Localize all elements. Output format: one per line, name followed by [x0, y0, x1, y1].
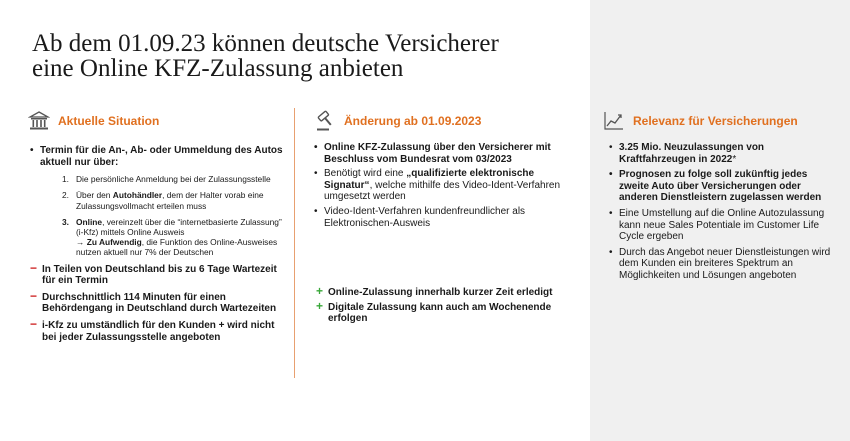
benefits-list [316, 284, 564, 325]
list-item: • Video-Ident-Verfahren kundenfreundlicher als Elektronischen-Ausweis [314, 206, 564, 229]
list-item: • Prognosen zu folge soll zukünftig jedes zweite Auto über Versicherungen oder anderen Dienstleistern zugelassen werden [609, 169, 831, 204]
slide-title [32, 31, 592, 81]
list-item: 2. Über den Autohändler, dem der Halter vorab eine Zulassungsvollmacht erteilen muss [62, 190, 264, 211]
column-divider [294, 108, 295, 378]
plus-icon: + [316, 298, 324, 313]
column-header [603, 108, 831, 134]
column-header [314, 108, 564, 134]
situation-bullet-list [30, 145, 290, 168]
slide-title-line-2: eine Online KFZ-Zulassung anbieten [32, 55, 404, 82]
list-item: + Digitale Zulassung kann auch am Wochenende erfolgen [316, 298, 552, 325]
list-item: • Online KFZ-Zulassung über den Versicherer mit Beschluss vom Bundesrat vom 03/2023 [314, 142, 564, 165]
plus-icon: + [316, 284, 324, 299]
column-heading: Aktuelle Situation [58, 114, 160, 128]
gavel-icon [314, 110, 336, 132]
column-change [314, 108, 564, 325]
column-relevance [603, 108, 831, 282]
list-item: − In Teilen von Deutschland bis zu 6 Tage Wartezeit für ein Termin [30, 260, 277, 287]
slide-title-line-1: Ab dem 01.09.23 können deutsche Versicherer [32, 30, 499, 57]
list-item: • Eine Umstellung auf die Online Autozulassung kann neue Sales Potentiale im Customer Life Cycle ergeben [609, 208, 831, 243]
bank-building-icon [28, 110, 50, 132]
list-item: − Durchschnittlich 114 Minuten für einen Behördengang in Deutschland durch Wartezeiten [30, 288, 277, 315]
minus-icon: − [30, 260, 38, 275]
list-item: • Benötigt wird eine „qualifizierte elektronische Signatur“, welche mithilfe des Video-Ident-Verfahren umgesetzt werden [314, 168, 564, 203]
minus-icon: − [30, 316, 38, 331]
list-item: 1. Die persönliche Anmeldung bei der Zulassungsstelle [62, 174, 271, 185]
minus-icon: − [30, 288, 38, 303]
drawbacks-list [30, 260, 290, 344]
list-item: 3. Online, vereinzelt über die “internetbasierte Zulassung” (i-Kfz) mittels Online Ausweis → Zu Aufwendig, die Funktion des Online-Ausweises nutzen aktuell nur 7% der Deutschen [62, 216, 282, 258]
column-header [28, 108, 290, 134]
relevance-bullet-list [609, 142, 831, 282]
change-bullet-list [314, 142, 564, 229]
list-item: • Termin für die An-, Ab- oder Ummeldung des Autos aktuell nur über: [30, 145, 290, 168]
list-item: − i-Kfz zu umständlich für den Kunden + wird nicht bei jeder Zulassungsstelle angeboten [30, 316, 275, 343]
situation-sub-list [62, 174, 290, 257]
trend-chart-icon [603, 110, 625, 132]
column-heading: Änderung ab 01.09.2023 [344, 114, 482, 128]
list-item: + Online-Zulassung innerhalb kurzer Zeit erledigt [316, 284, 553, 299]
column-heading: Relevanz für Versicherungen [633, 114, 798, 128]
list-item: • Durch das Angebot neuer Dienstleistungen wird dem Kunden ein breiteres Spektrum an Möglichkeiten und Lösungen angeboten [609, 247, 831, 282]
list-item: • 3.25 Mio. Neuzulassungen von Kraftfahrzeugen in 2022* [609, 142, 831, 165]
column-current-situation [28, 108, 290, 343]
